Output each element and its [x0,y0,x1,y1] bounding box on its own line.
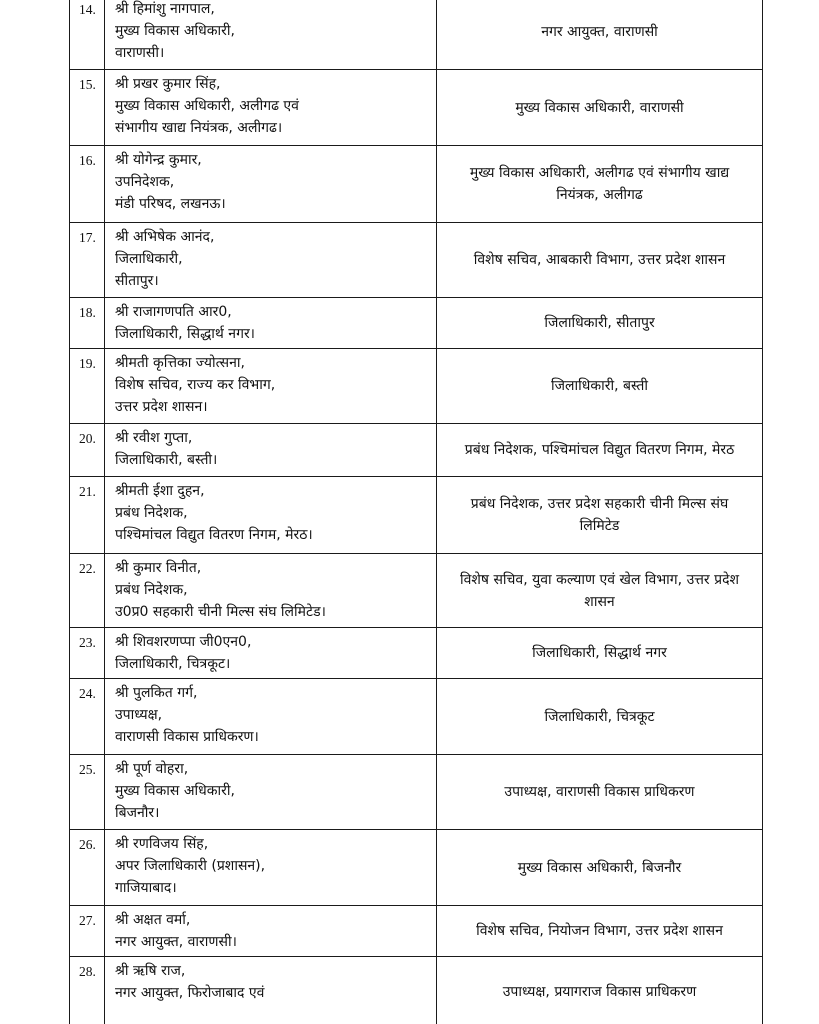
officer-line: नगर आयुक्त, वाराणसी। [115,934,237,950]
officer-line: जिलाधिकारी, चित्रकूट। [115,656,231,672]
officer-line: मुख्य विकास अधिकारी, अलीगढ एवं [115,98,299,114]
new-posting-cell: मुख्य विकास अधिकारी, अलीगढ एवं संभागीय खाद्य नियंत्रक, अलीगढ [437,146,763,223]
new-posting-cell: जिलाधिकारी, सीतापुर [437,298,763,349]
officer-cell [105,755,437,830]
new-posting-cell: जिलाधिकारी, चित्रकूट [437,679,763,755]
serial-number: 28. [70,957,105,1024]
new-posting-cell: मुख्य विकास अधिकारी, वाराणसी [437,70,763,146]
officer-line: श्री अभिषेक आनंद, [115,229,215,245]
transfer-table [69,0,763,1024]
officer-line: उ0प्र0 सहकारी चीनी मिल्स संघ लिमिटेड। [115,604,326,620]
officer-line: जिलाधिकारी, बस्ती। [115,452,218,468]
officer-cell [105,70,437,146]
new-posting-cell: विशेष सचिव, नियोजन विभाग, उत्तर प्रदेश शासन [437,906,763,957]
serial-number: 21. [70,477,105,554]
table-row [70,146,763,223]
officer-line: नगर आयुक्त, फिरोजाबाद एवं [115,985,265,1001]
serial-number: 17. [70,223,105,298]
serial-number: 26. [70,830,105,906]
officer-line: प्रबंध निदेशक, [115,505,188,521]
serial-number: 19. [70,349,105,424]
serial-number: 23. [70,628,105,679]
table-row [70,628,763,679]
officer-line: गाजियाबाद। [115,880,177,896]
serial-number: 20. [70,424,105,477]
table-row [70,223,763,298]
officer-cell [105,424,437,477]
officer-line: श्रीमती ईशा दुहन, [115,483,205,499]
officer-cell [105,477,437,554]
new-posting-cell: जिलाधिकारी, सिद्धार्थ नगर [437,628,763,679]
table-row [70,70,763,146]
serial-number: 27. [70,906,105,957]
serial-number: 15. [70,70,105,146]
new-posting-cell: नगर आयुक्त, वाराणसी [437,0,763,70]
serial-number: 22. [70,554,105,628]
table-row [70,755,763,830]
officer-line: वाराणसी। [115,45,165,61]
officer-cell [105,628,437,679]
officer-line: वाराणसी विकास प्राधिकरण। [115,729,259,745]
officer-line: श्रीमती कृत्तिका ज्योत्सना, [115,355,245,371]
officer-line: श्री रवीश गुप्ता, [115,430,193,446]
officer-line: श्री शिवशरणप्पा जी0एन0, [115,634,252,650]
officer-line: मुख्य विकास अधिकारी, [115,23,235,39]
serial-number: 16. [70,146,105,223]
officer-cell [105,223,437,298]
table-row [70,957,763,1024]
new-posting-cell: जिलाधिकारी, बस्ती [437,349,763,424]
officer-line: श्री राजागणपति आर0, [115,304,232,320]
serial-number: 18. [70,298,105,349]
officer-cell [105,679,437,755]
officer-line: विशेष सचिव, राज्य कर विभाग, [115,377,276,393]
officer-cell [105,349,437,424]
officer-line: श्री पूर्ण वोहरा, [115,761,189,777]
officer-line: जिलाधिकारी, सिद्धार्थ नगर। [115,326,255,342]
officer-line: अपर जिलाधिकारी (प्रशासन), [115,858,266,874]
new-posting-cell: उपाध्यक्ष, वाराणसी विकास प्राधिकरण [437,755,763,830]
officer-cell [105,554,437,628]
officer-cell [105,0,437,70]
new-posting-cell: मुख्य विकास अधिकारी, बिजनौर [437,830,763,906]
table-row [70,679,763,755]
table-row [70,554,763,628]
new-posting-cell: प्रबंध निदेशक, पश्चिमांचल विद्युत वितरण निगम, मेरठ [437,424,763,477]
table-row [70,424,763,477]
officer-line: उपाध्यक्ष, [115,707,163,723]
officer-cell [105,957,437,1024]
officer-line: श्री रणविजय सिंह, [115,836,209,852]
officer-line: जिलाधिकारी, [115,251,183,267]
officer-line: श्री योगेन्द्र कुमार, [115,152,202,168]
new-posting-cell: प्रबंध निदेशक, उत्तर प्रदेश सहकारी चीनी मिल्स संघ लिमिटेड [437,477,763,554]
officer-line: प्रबंध निदेशक, [115,582,188,598]
new-posting-cell: विशेष सचिव, युवा कल्याण एवं खेल विभाग, उत्तर प्रदेश शासन [437,554,763,628]
officer-line: संभागीय खाद्य नियंत्रक, अलीगढ। [115,120,283,136]
officer-line: श्री कुमार विनीत, [115,560,202,576]
table-row [70,906,763,957]
officer-line: उपनिदेशक, [115,174,175,190]
table-row [70,349,763,424]
officer-line: श्री पुलकित गर्ग, [115,685,198,701]
officer-cell [105,298,437,349]
officer-line: बिजनौर। [115,805,160,821]
table-row [70,0,763,70]
officer-line: श्री प्रखर कुमार सिंह, [115,76,221,92]
new-posting-cell: विशेष सचिव, आबकारी विभाग, उत्तर प्रदेश शासन [437,223,763,298]
officer-cell [105,146,437,223]
officer-line: सीतापुर। [115,273,159,289]
serial-number: 14. [70,0,105,70]
officer-line: श्री हिमांशु नागपाल, [115,1,215,17]
officer-line: पश्चिमांचल विद्युत वितरण निगम, मेरठ। [115,527,313,543]
table-row [70,298,763,349]
officer-line: श्री अक्षत वर्मा, [115,912,191,928]
serial-number: 25. [70,755,105,830]
officer-line: मंडी परिषद, लखनऊ। [115,196,226,212]
table-row [70,830,763,906]
new-posting-cell: उपाध्यक्ष, प्रयागराज विकास प्राधिकरण [437,957,763,1024]
officer-cell [105,906,437,957]
officer-cell [105,830,437,906]
officer-line: मुख्य विकास अधिकारी, [115,783,235,799]
serial-number: 24. [70,679,105,755]
table-row [70,477,763,554]
transfer-table-body [70,0,763,1024]
officer-line: श्री ऋषि राज, [115,963,186,979]
officer-line: उत्तर प्रदेश शासन। [115,399,208,415]
